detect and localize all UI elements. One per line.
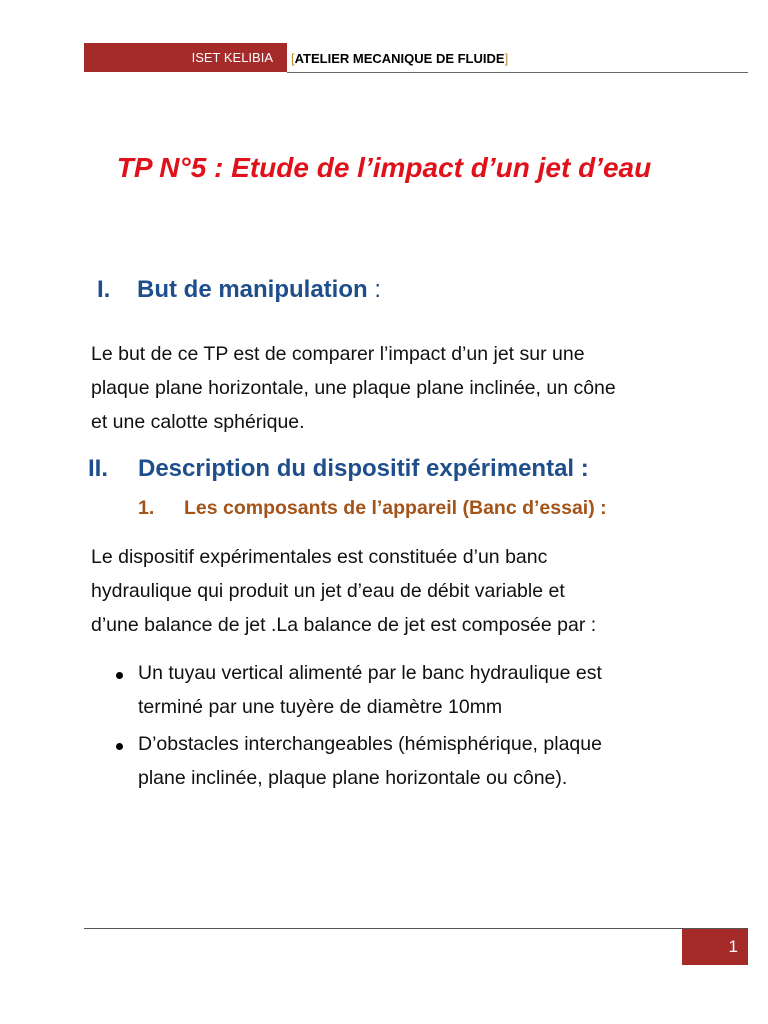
page-header [84,43,748,73]
paragraph-line: plaque plane horizontale, une plaque plane inclinée, un cône [91,377,616,399]
paragraph-line: Le dispositif expérimentales est constituée d’un banc [91,546,548,568]
section-1-number: I. [97,276,111,303]
section-2-heading [88,455,589,483]
header-bracket-close: ] [504,51,509,66]
bullet-icon [116,743,123,750]
paragraph-line: et une calotte sphérique. [91,411,305,433]
paragraph-line: d’une balance de jet .La balance de jet est composée par : [91,614,597,636]
list-item-line: terminé par une tuyère de diamètre 10mm [138,696,503,718]
section-1-colon: : [367,276,382,303]
bullet-icon [116,672,123,679]
subsection-1-number: 1. [138,497,155,519]
header-divider [287,72,748,73]
section-1-paragraph [91,337,741,439]
list-item [138,656,738,724]
section-1-heading [97,276,381,304]
header-bracket-open: [ [291,51,295,66]
section-2-number: II. [88,455,109,482]
list-item-line: Un tuyau vertical alimenté par le banc hydraulique est [138,662,602,684]
paragraph-line: hydraulique qui produit un jet d’eau de débit variable et [91,580,565,602]
list-item-line: plane inclinée, plaque plane horizontale ou cône). [138,767,568,789]
list-item-line: D’obstacles interchangeables (hémisphérique, plaque [138,733,602,755]
header-institution: ISET KELIBIA [84,43,287,72]
section-2-title: Description du dispositif expérimental : [138,455,589,482]
header-course [291,43,508,72]
header-course-label: ATELIER MECANIQUE DE FLUIDE [294,51,505,66]
document-title: TP N°5 : Etude de l’impact d’un jet d’eau [116,152,652,183]
page-number: 1 [682,929,748,965]
footer-divider [84,928,748,929]
subsection-1-heading [138,497,607,520]
section-2-paragraph [91,540,741,642]
list-item [138,727,738,795]
paragraph-line: Le but de ce TP est de comparer l’impact d’un jet sur une [91,343,585,365]
subsection-1-title: Les composants de l’appareil (Banc d’essai) : [184,497,607,519]
section-1-title: But de manipulation [137,276,368,303]
